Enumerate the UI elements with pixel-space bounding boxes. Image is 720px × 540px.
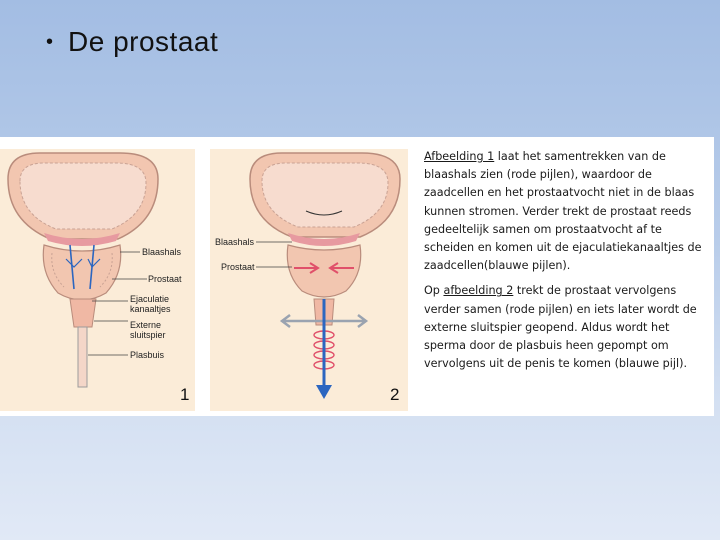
- figure-2-illustration: [210, 149, 408, 411]
- label-blaashals: Blaashals: [142, 247, 182, 257]
- label-ejaculatie-2: kanaaltjes: [130, 304, 171, 314]
- slide-title-text: De prostaat: [68, 26, 219, 57]
- paragraph-2-body: trekt de prostaat vervolgens verder samen (rode pijlen) en iets later wordt de externe sluitspier geopend. Aldus wordt het sperma door de plasbuis heen gepompt om vervolgens uit de penis te komen (blauwe pijl).: [424, 284, 697, 371]
- figure-2-reference: afbeelding 2: [443, 284, 514, 298]
- figure-1-number: 1: [180, 385, 190, 404]
- figure-1: [0, 149, 195, 411]
- label-prostaat-2: Prostaat: [221, 262, 255, 272]
- bullet: •: [46, 31, 54, 53]
- figure-2-number: 2: [390, 385, 400, 404]
- paragraph-2-prefix: Op: [424, 284, 444, 298]
- figure-1-reference: Afbeelding 1: [424, 150, 495, 163]
- label-plasbuis: Plasbuis: [130, 350, 165, 360]
- description-text: [424, 148, 714, 380]
- figure-2: [210, 149, 408, 411]
- label-ejaculatie-1: Ejaculatie: [130, 294, 170, 304]
- description-paragraph-1: [424, 148, 714, 275]
- paragraph-1-body: laat het samentrekken van de blaashals zien (rode pijlen), waardoor de zaadcellen en het prostaatvocht niet in de blaas kunnen stromen. Verder trekt de prostaat reeds gedeeltelijk samen om prostaatvocht af te scheiden en komen uit de ejaculatiekanaaltjes de zaadcellen(blauwe pijlen).: [424, 150, 702, 273]
- label-prostaat: Prostaat: [148, 274, 182, 284]
- description-paragraph-2: [424, 282, 714, 373]
- label-blaashals-2: Blaashals: [215, 237, 255, 247]
- slide-title: [46, 26, 218, 58]
- label-sluitspier-1: Externe: [130, 320, 162, 330]
- label-sluitspier-2: sluitspier: [130, 330, 166, 340]
